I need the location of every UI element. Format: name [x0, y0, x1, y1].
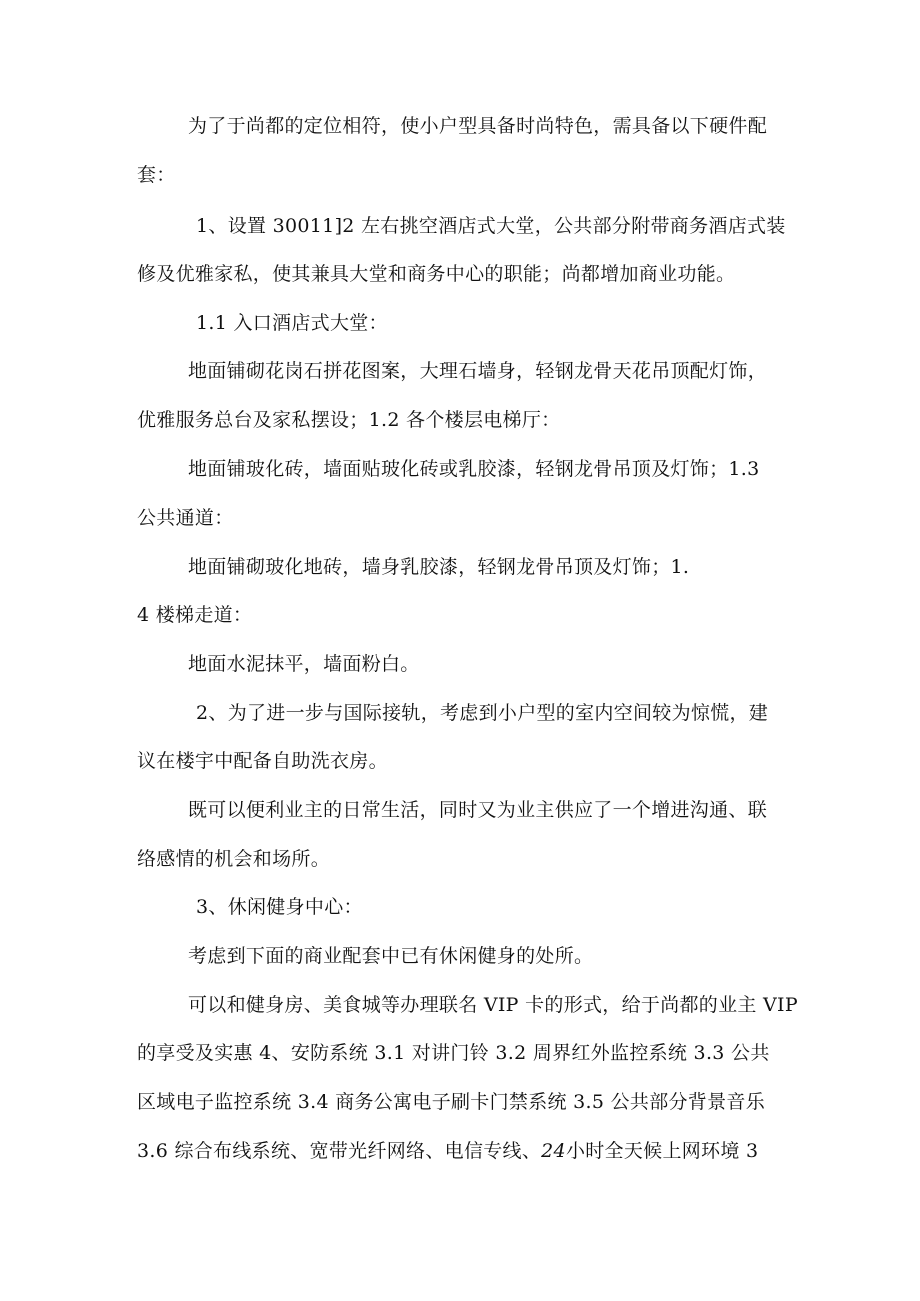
- paragraph-line: 可以和健身房、美食城等办理联名 VIP 卡的形式，给于尚都的业主 VIP: [188, 994, 798, 1016]
- paragraph-line: 修及优雅家私，使其兼具大堂和商务中心的职能；尚都增加商业功能。: [137, 263, 736, 285]
- paragraph-line: 考虑到下面的商业配套中已有休闲健身的处所。: [188, 945, 594, 967]
- paragraph-line: [137, 1137, 758, 1165]
- paragraph-line: 套：: [137, 164, 176, 186]
- paragraph-line: 既可以便利业主的日常生活，同时又为业主供应了一个增进沟通、联: [188, 799, 768, 821]
- italic-number: 24: [541, 1140, 566, 1162]
- paragraph-line: 地面水泥抹平，墙面粉白。: [188, 653, 420, 675]
- paragraph-line: 的享受及实惠 4、安防系统 3.1 对讲门铃 3.2 周界红外监控系统 3.3 公共: [137, 1042, 770, 1064]
- paragraph-line: 为了于尚都的定位相符，使小户型具备时尚特色，需具备以下硬件配: [188, 115, 768, 137]
- paragraph-line: 优雅服务总台及家私摆设；1.2 各个楼层电梯厅：: [137, 409, 561, 431]
- paragraph-line: 公共通道：: [137, 507, 234, 529]
- paragraph-line: 2、为了进一步与国际接轨，考虑到小户型的室内空间较为惊慌，建: [196, 702, 769, 724]
- paragraph-line: 4 楼梯走道：: [137, 604, 253, 626]
- paragraph-text: 3.6 综合布线系统、宽带光纤网络、电信专线、: [137, 1140, 542, 1162]
- paragraph-line: 1、设置 30011]2 左右挑空酒店式大堂，公共部分附带商务酒店式装: [196, 215, 786, 237]
- paragraph-line: 地面铺玻化砖，墙面贴玻化砖或乳胶漆，轻钢龙骨吊顶及灯饰；1.3: [188, 458, 760, 480]
- paragraph-line: 络感情的机会和场所。: [137, 848, 331, 870]
- paragraph-text: 小时全天候上网环境 3: [565, 1140, 759, 1162]
- paragraph-line: 地面铺砌花岗石拼花图案，大理石墙身，轻钢龙骨天花吊顶配灯饰，: [188, 360, 768, 382]
- section-heading: 1.1 入口酒店式大堂：: [196, 312, 388, 334]
- paragraph-line: 议在楼宇中配备自助洗衣房。: [137, 750, 388, 772]
- paragraph-line: 地面铺砌玻化地砖，墙身乳胶漆，轻钢龙骨吊顶及灯饰；1.: [188, 556, 690, 578]
- paragraph-line: 区域电子监控系统 3.4 商务公寓电子刷卡门禁系统 3.5 公共部分背景音乐: [137, 1091, 765, 1113]
- section-heading: 3、休闲健身中心：: [196, 896, 363, 918]
